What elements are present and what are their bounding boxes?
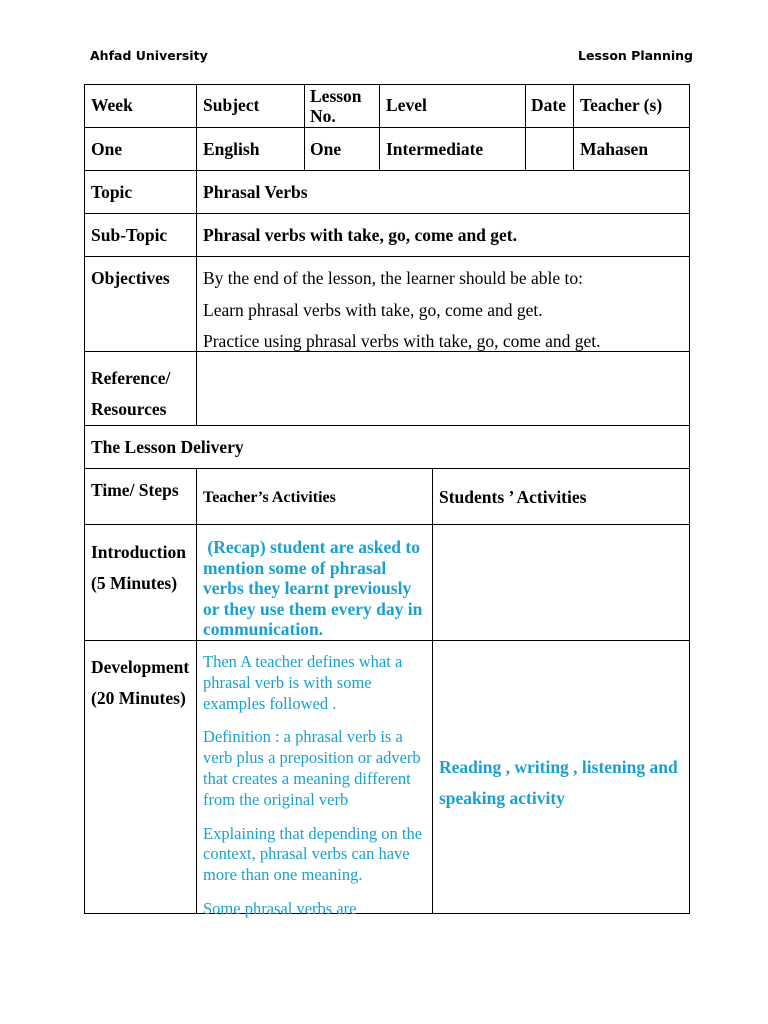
objective-line: By the end of the lesson, the learner should be able to: xyxy=(203,268,584,288)
table-border-top xyxy=(84,84,690,85)
sub-topic-value: Phrasal verbs with take, go, come and get. xyxy=(203,225,518,245)
header-lesson-no xyxy=(310,86,362,126)
introduction-step xyxy=(91,537,186,599)
development-step xyxy=(91,652,189,714)
table-divider xyxy=(84,640,690,641)
development-paragraph: Some phrasal verbs are xyxy=(203,898,357,918)
topic-label: Topic xyxy=(91,182,133,202)
table-divider xyxy=(432,468,433,914)
development-paragraph: Explaining that depending on the context, phrasal verbs can have more than one meaning. xyxy=(203,823,423,885)
table-divider xyxy=(84,425,690,426)
reference-label-line2: Resources xyxy=(91,399,167,419)
table-divider xyxy=(84,524,690,525)
header-date: Date xyxy=(531,95,566,115)
reference-label-line1: Reference/ xyxy=(91,368,171,388)
table-border-left xyxy=(84,84,85,914)
objective-line: Learn phrasal verbs with take, go, come and get. xyxy=(203,300,543,320)
header-lesson-no-line2: No. xyxy=(310,106,336,126)
header-subject: Subject xyxy=(203,95,260,115)
development-student-activity-line1: Reading , writing , listening and xyxy=(439,757,678,777)
development-label: Development xyxy=(91,657,190,677)
table-divider xyxy=(304,84,305,170)
table-divider xyxy=(379,84,380,170)
value-week: One xyxy=(91,139,123,159)
table-divider xyxy=(196,84,197,425)
table-divider xyxy=(196,468,197,914)
teacher-activities-heading: Teacher’s Activities xyxy=(203,489,336,506)
header-level: Level xyxy=(386,95,427,115)
table-border-right xyxy=(689,84,690,914)
table-divider xyxy=(84,213,690,214)
table-divider xyxy=(84,127,690,128)
introduction-duration: (5 Minutes) xyxy=(91,573,178,593)
topic-value: Phrasal Verbs xyxy=(203,182,308,202)
header-lesson-no-line1: Lesson xyxy=(310,86,362,106)
table-divider xyxy=(525,84,526,170)
value-level: Intermediate xyxy=(386,139,484,159)
objective-line: Practice using phrasal verbs with take, go, come and get. xyxy=(203,331,601,351)
document-type: Lesson Planning xyxy=(578,48,693,63)
development-paragraph: Definition : a phrasal verb is a verb plus a preposition or adverb that creates a meaning different from the original verb xyxy=(203,727,421,809)
value-lesson-no: One xyxy=(310,139,342,159)
value-teacher: Mahasen xyxy=(580,139,649,159)
introduction-teacher-activity: (Recap) student are asked to mention some of phrasal verbs they learnt previously or they use them every day in communication. xyxy=(203,537,427,640)
table-divider xyxy=(573,84,574,170)
development-teacher-activity xyxy=(203,652,429,933)
development-student-activity xyxy=(439,752,678,814)
table-divider xyxy=(84,256,690,257)
sub-topic-label: Sub-Topic xyxy=(91,225,168,245)
introduction-label: Introduction xyxy=(91,542,186,562)
lesson-delivery-heading: The Lesson Delivery xyxy=(91,437,244,457)
header-week: Week xyxy=(91,95,133,115)
objectives-label: Objectives xyxy=(91,268,170,288)
institution-name: Ahfad University xyxy=(90,48,208,63)
development-duration: (20 Minutes) xyxy=(91,688,186,708)
students-activities-heading: Students ’ Activities xyxy=(439,487,587,507)
development-paragraph: Then A teacher defines what a phrasal verb is with some examples followed . xyxy=(203,652,403,713)
development-student-activity-line2: speaking activity xyxy=(439,788,565,808)
reference-label xyxy=(91,363,170,425)
table-divider xyxy=(84,170,690,171)
time-steps-heading: Time/ Steps xyxy=(91,480,179,500)
value-subject: English xyxy=(203,139,260,159)
table-divider xyxy=(84,468,690,469)
header-teacher: Teacher (s) xyxy=(580,95,663,115)
